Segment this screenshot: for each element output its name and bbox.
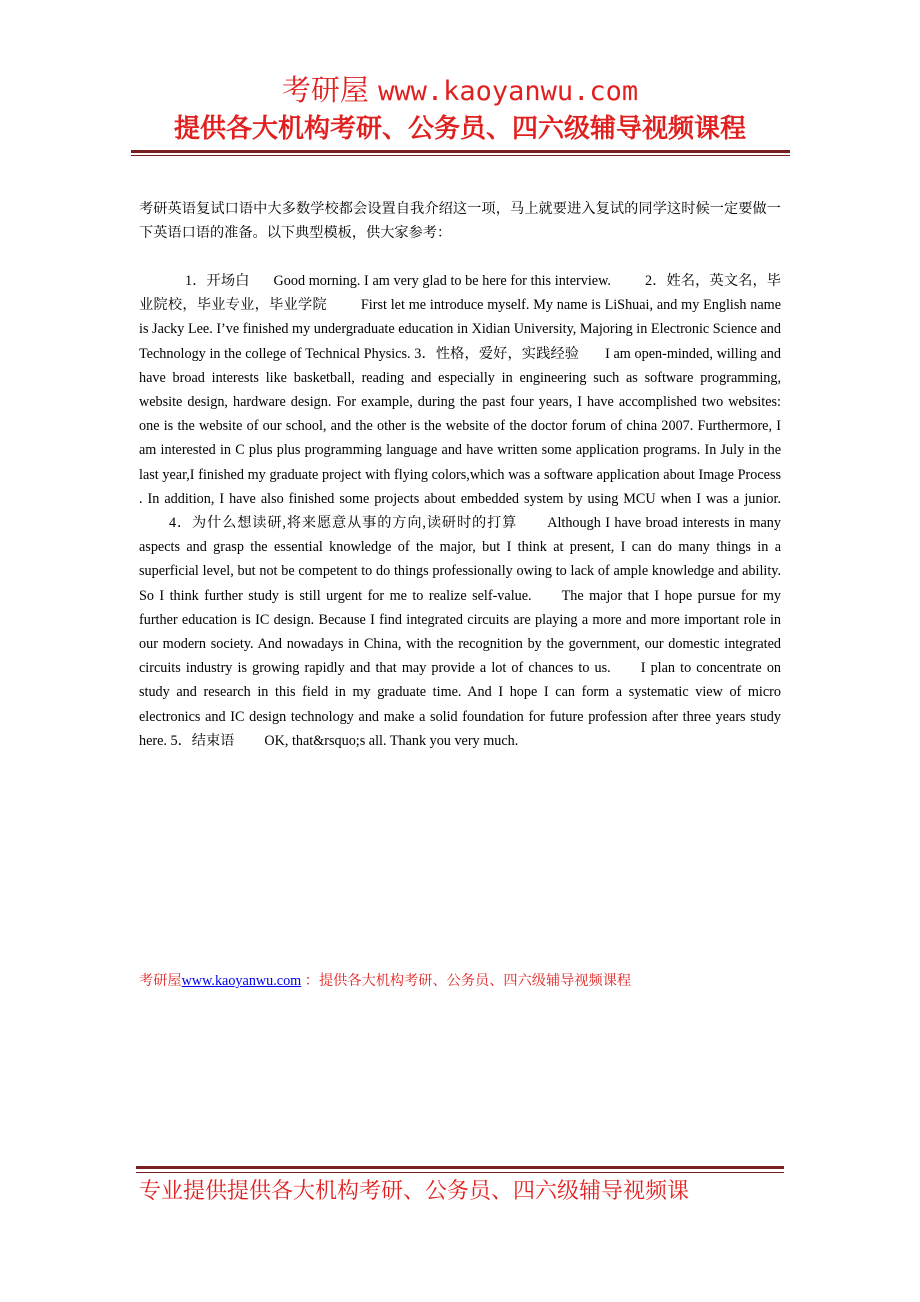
section-4-text-b: The major that I hope pursue for my further education is IC design. Because I find integrated circuits are playing a more and more important role in our modern society. And nowadays in China, with the recognition by the government, our domestic integrated circuits industry is growing rapidly and that may provide a lot of chances to us. [139, 587, 781, 677]
template-body [139, 269, 781, 753]
section-4-label: 4．为什么想读研,将来愿意从事的方向,读研时的打算 [169, 515, 518, 532]
section-4-text-c: I plan to concentrate on study and research in this field in my graduate time. And I hope I can form a systematic view of micro electronics and IC design technology and make a solid foundation for future profession after three years study here. [139, 660, 782, 749]
section-1-text: Good morning. I am very glad to be here for this interview. [273, 273, 611, 289]
section-1-label: 1．开场白 [185, 273, 250, 289]
bottom-rule-thick [136, 1166, 784, 1169]
footer-separator: ： [304, 973, 319, 989]
site-url: www.kaoyanwu.com [378, 76, 639, 107]
footer-link[interactable]: www.kaoyanwu.com [181, 973, 302, 989]
header-rule-thin [131, 155, 790, 156]
footer-brand: 考研屋 [139, 973, 182, 989]
footer-line [139, 969, 631, 993]
site-subtitle: 提供各大机构考研、公务员、四六级辅导视频课程 [173, 114, 746, 144]
intro-text: 考研英语复试口语中大多数学校都会设置自我介绍这一项，马上就要进入复试的同学这时候一定要做一下英语口语的准备。以下典型模板，供大家参考： [139, 201, 781, 242]
section-3-label: 3．性格，爱好，实践经验 [414, 345, 580, 362]
section-2-label: 2．姓名，英文名，毕业院校，毕业专业，毕业学院 [139, 273, 781, 314]
section-2-text: First let me introduce myself. My name is LiShuai, and my English name is Jacky Lee. I’ve finished my undergraduate education in Xidian University, Majoring in Electronic Science and Technology in the college of Technical Physics. [139, 297, 781, 362]
section-3-text: I am open-minded, willing and have broad interests like basketball, reading and especially in engineering such as software programming, website design, hardware design. For example, during the past four years, I have accomplished two websites: one is the website of our school, and the other is the website of the doctor forum of china 2007. Furthermore, I am interested in C plus plus programming language and have written some application programs. In July in the last year,I finished my graduate project with flying colors,which was a software application about Image Process . In addition, I have also finished some projects about embedded system by using MCU when I was a junior. [139, 345, 781, 507]
section-4-text-a: Although I have broad interests in many aspects and grasp the essential knowledge of the major, but I think at present, I can do many things in a superficial level, but not be competent to do things professionally owing to lack of ample knowledge and ability. So I think further study is still urgent for me to realize self-value. [139, 515, 781, 604]
bottom-rule-thin [136, 1172, 784, 1173]
section-5-text: OK, that&rsquo;s all. Thank you very much. [264, 732, 519, 749]
footer-description: 提供各大机构考研、公务员、四六级辅导视频课程 [318, 973, 632, 989]
site-title [0, 72, 920, 110]
bottom-banner: 专业提供提供各大机构考研、公务员、四六级辅导视频课 [139, 1179, 690, 1204]
template-paragraph [139, 269, 781, 753]
intro-paragraph [139, 197, 781, 245]
header-rule-thick [131, 150, 790, 153]
site-brand: 考研屋 [281, 73, 369, 107]
section-5-label: 5．结束语 [170, 732, 235, 749]
